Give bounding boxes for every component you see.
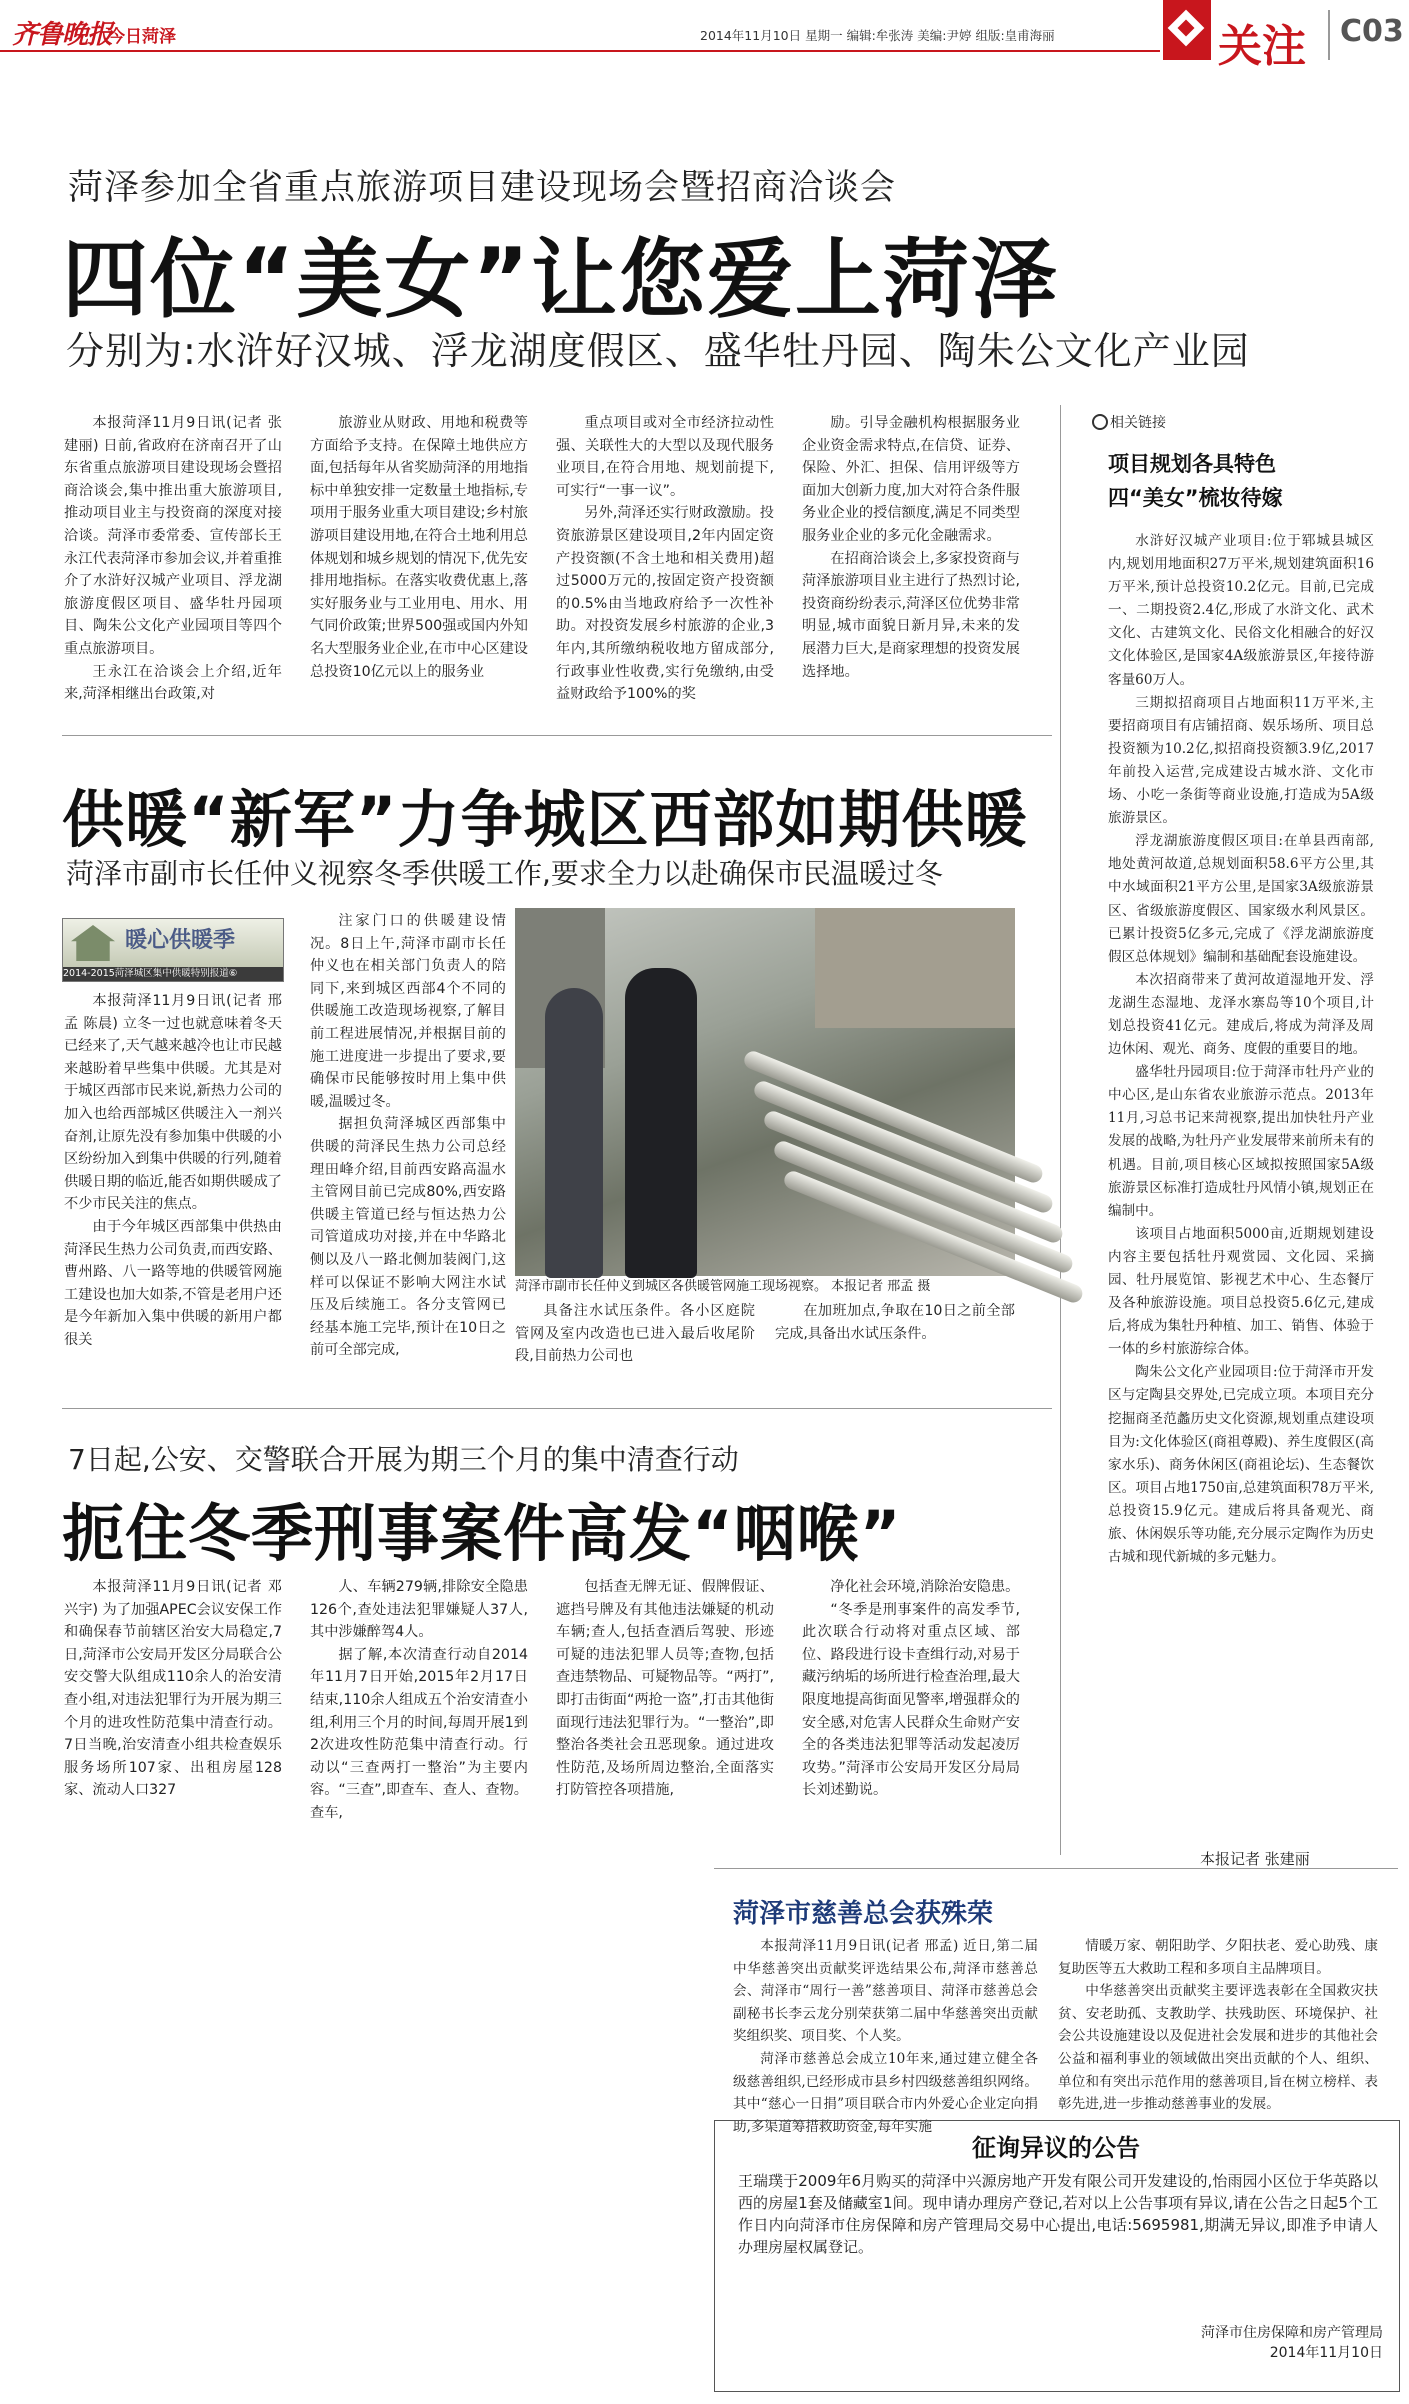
story3-column-4	[802, 1576, 1020, 1806]
paragraph: 该项目占地面积5000亩,近期规划建设内容主要包括牡丹观赏园、文化园、采摘园、牡丹展览馆、影视艺术中心、生态餐厅及各种旅游设施。项目总投资5.6亿元,建成后,将成为集牡丹种植、加工、销售、体验于一体的乡村旅游综合体。	[1108, 1225, 1374, 1358]
story1-column-3	[556, 412, 774, 712]
sidebar-title-1: 项目规划各具特色	[1108, 452, 1276, 476]
photo-caption: 菏泽市副市长任仲义到城区各供暖管网施工现场视察。 本报记者 邢孟 摄	[515, 1279, 931, 1294]
issue-meta: 2014年11月10日 星期一 编辑:牟张涛 美编:尹婷 组版:皇甫海丽	[700, 28, 1055, 43]
paragraph: 旅游业从财政、用地和税费等方面给予支持。在保障土地供应方面,包括每年从省奖励菏泽的用地指标中单独安排一定数量土地指标,专项用于服务业重大项目建设;乡村旅游项目建设用地,在符合土地利用总体规划和城乡规划的情况下,优先安排用地指标。在落实收费优惠上,落实好服务业与工业用电、用水、用气同价政策;世界500强或国内外知名大型服务业企业,在市中心区建设总投资10亿元以上的服务业	[310, 415, 528, 680]
story1-column-1	[64, 412, 282, 712]
notice-body: 王瑞璞于2009年6月购买的菏泽中兴源房地产开发有限公司开发建设的,怡雨园小区位于华英路以西的房屋1套及储藏室1间。现申请办理房产登记,若对以上公告事项有异议,请在公告之日起5个工作日内向菏泽市住房保障和房产管理局交易中心提出,电话:5695981,期满无异议,即准予申请人办理房屋权属登记。	[738, 2172, 1378, 2256]
photo-person	[625, 968, 697, 1278]
paragraph: 情暖万家、朝阳助学、夕阳扶老、爱心助残、康复助医等五大救助工程和多项自主品牌项目。	[1058, 1938, 1378, 1977]
paragraph: 王永江在洽谈会上介绍,近年来,菏泽相继出台政策,对	[64, 663, 282, 703]
sidebar-title-2: 四“美女”梳妆待嫁	[1108, 486, 1283, 510]
photo-building	[815, 908, 1015, 1028]
paragraph: 人、车辆279辆,排除安全隐患126个,查处违法犯罪嫌疑人37人,其中涉嫌醉驾4人。	[310, 1579, 528, 1641]
paragraph: 本报菏泽11月9日讯(记者 邢孟) 近日,第二届中华慈善突出贡献奖评选结果公布,菏泽市慈善总会、菏泽市“周行一善”慈善项目、菏泽市慈善总会副秘书长李云龙分别荣获第二届中华慈善突出贡献奖组织奖、项目奖、个人奖。	[733, 1938, 1038, 2045]
paragraph: 本报菏泽11月9日讯(记者 邓兴宇) 为了加强APEC会议安保工作和确保春节前辖区治安大局稳定,7日,菏泽市公安局开发区分局联合公安交警大队组成110余人的治安清查小组,对违法犯罪行为开展为期三个月的进攻性防范集中清查行动。7日当晚,治安清查小组共检查娱乐服务场所107家、出租房屋128家、流动人口327	[64, 1579, 282, 1799]
story2-column-1	[64, 990, 282, 1380]
paragraph: 据担负菏泽城区西部集中供暖的菏泽民生热力公司总经理田峰介绍,目前西安路高温水主管网目前已完成80%,西安路供暖主管道已经与恒达热力公司管道成功对接,并在中华路北侧以及八一路北侧加装阀门,这样可以保证不影响大网注水试压及后续施工。各分支管网已经基本施工完毕,预计在10日之前可全部完成,	[310, 1116, 506, 1359]
paragraph: 具备注水试压条件。各小区庭院管网及室内改造也已进入最后收尾阶段,目前热力公司也	[515, 1303, 755, 1365]
story4-column-2	[1058, 1935, 1378, 2113]
paragraph: 净化社会环境,消除治安隐患。	[830, 1579, 1020, 1595]
paragraph: “冬季是刑事案件的高发季节,此次联合行动将对重点区域、部位、路段进行设卡查缉行动,对易于藏污纳垢的场所进行检查治理,最大限度地提高街面见警率,增强群众的安全感,对危害人民群众生命财产安全的各类违法犯罪等活动发起凌厉攻势。”菏泽市公安局开发区分局局长刘述勤说。	[802, 1601, 1020, 1799]
paragraph: 另外,菏泽还实行财政激励。投资旅游景区建设项目,2年内固定资产投资额(不含土地和相关费用)超过5000万元的,按固定资产投资额的0.5%由当地政府给予一次性补助。对投资发展乡村旅游的企业,3年内,其所缴纳税收地方留成部分,行政事业性收费,实行免缴纳,由受益财政给予100%的奖	[556, 505, 774, 703]
story1-kicker: 菏泽参加全省重点旅游项目建设现场会暨招商洽谈会	[68, 168, 897, 208]
paragraph: 本报菏泽11月9日讯(记者 张建丽) 日前,省政府在济南召开了山东省重点旅游项目建设现场会暨招商洽谈会,集中推出重大旅游项目,推动项目业主与投资商的深度对接洽谈。菏泽市委常委、宣传部长王永江代表菏泽市参加会议,并着重推介了水浒好汉城产业项目、浮龙湖旅游度假区项目、盛华牡丹园项目、陶朱公文化产业园项目等四个重点旅游项目。	[64, 415, 282, 657]
story-divider-1	[62, 735, 1052, 736]
section-title: 关注	[1218, 21, 1306, 72]
story4-headline: 菏泽市慈善总会获殊荣	[733, 1899, 994, 1929]
story-divider-2	[62, 1408, 1052, 1409]
paragraph: 本报菏泽11月9日讯(记者 邢孟 陈晨) 立冬一过也就意味着冬天已经来了,天气越来越冷也让市民越来越盼着早些集中供暖。尤其是对于城区西部市民来说,新热力公司的加入也给西部城区供暖注入一剂兴奋剂,让原先没有参加集中供暖的小区纷纷加入到集中供暖的行列,随着供暖日期的临近,能否如期供暖成了不少市民关注的焦点。	[64, 993, 282, 1213]
paragraph: 包括查无牌无证、假牌假证、遮挡号牌及有其他违法嫌疑的机动车辆;查人,包括查酒后驾驶、形迹可疑的违法犯罪人员等;查物,包括查违禁物品、可疑物品等。“两打”,即打击街面“两抢一盗”,打击其他街面现行违法犯罪行为。“一整治”,即整治各类社会丑恶现象。通过进攻性防范,及场所周边整治,全面落实打防管控各项措施,	[556, 1579, 774, 1799]
story1-headline: 四位“美女”让您爱上菏泽	[62, 230, 1060, 330]
story3-column-3	[556, 1576, 774, 1806]
paragraph: 陶朱公文化产业园项目:位于菏泽市开发区与定陶县交界处,已完成立项。本项目充分挖掘商圣范蠡历史文化资源,规划重点建设项目为:文化体验区(商祖尊殿)、养生度假区(高家水乐)、商务休闲区(商祖论坛)、生态餐饮区。项目占地1750亩,总建筑面积78万平米,总投资15.9亿元。建成后将具备观光、商旅、休闲娱乐等功能,充分展示定陶作为历史古城和现代新城的多元魅力。	[1108, 1364, 1374, 1566]
story2-column-4	[775, 1300, 1015, 1385]
notice-date: 2014年11月10日	[1269, 2345, 1383, 2361]
edition-label: 今日菏泽	[108, 27, 176, 47]
story3-column-2	[310, 1576, 528, 1821]
sidebar-byline: 本报记者 张建丽	[1200, 1850, 1310, 1868]
paragraph: 中华慈善突出贡献奖主要评选表彰在全国救灾扶贫、安老助孤、支教助学、扶残助医、环境保护、社会公共设施建设以及促进社会发展和进步的其他社会公益和福利事业的领域做出突出贡献的个人、组织、单位和有突出示范作用的慈善项目,旨在树立榜样、表彰先进,进一步推动慈善事业的发展。	[1058, 1983, 1378, 2113]
story3-headline: 扼住冬季刑事案件高发“咽喉”	[62, 1497, 902, 1570]
story4-column-1	[733, 1935, 1038, 2135]
paragraph: 浮龙湖旅游度假区项目:在单县西南部,地处黄河故道,总规划面积58.6平方公里,其中水域面积21平方公里,是国家3A级旅游景区、省级旅游度假区、国家级水利风景区。已累计投资5亿多元,完成了《浮龙湖旅游度假区总体规划》编制和基础配套设施建设。	[1108, 833, 1374, 965]
paragraph: 水浒好汉城产业项目:位于郓城县城区内,规划用地面积27万平米,规划建筑面积16万平米,预计总投资10.2亿元。目前,已完成一、二期投资2.4亿,形成了水浒文化、武术文化、古建筑文化、民俗文化相融合的好汉文化体验区,是国家4A级旅游景区,年接待游客量60万人。	[1108, 533, 1374, 688]
page-number: C03	[1340, 14, 1404, 49]
inspection-photo	[515, 908, 1015, 1276]
story2-column-2	[310, 910, 506, 1380]
photo-person	[545, 988, 603, 1278]
paragraph: 由于今年城区西部集中供热由菏泽民生热力公司负责,而西安路、曹州路、八一路等地的供暖管网施工建设也加大如荼,不管是老用户还是今年新加入集中供暖的新用户都很关	[64, 1218, 282, 1348]
story-divider-3	[714, 1868, 1398, 1869]
story1-column-2	[310, 412, 528, 712]
story1-subhead: 分别为:水浒好汉城、浮龙湖度假区、盛华牡丹园、陶朱公文化产业园	[66, 329, 1250, 373]
paragraph: 在招商洽谈会上,多家投资商与菏泽旅游项目业主进行了热烈讨论,投资商纷纷表示,菏泽区位优势非常明显,城市面貌日新月异,未来的发展潜力巨大,是商家理想的投资发展选择地。	[802, 550, 1020, 680]
masthead-rule	[0, 50, 1160, 52]
series-logo-title: 暖心供暖季	[125, 928, 236, 953]
story3-column-1	[64, 1576, 282, 1806]
sidebar-divider	[1060, 405, 1061, 1855]
paragraph: 在加班加点,争取在10日之前全部完成,具备出水试压条件。	[775, 1303, 1015, 1342]
story2-subhead: 菏泽市副市长任仲义视察冬季供暖工作,要求全力以赴确保市民温暖过冬	[66, 857, 943, 890]
paragraph: 三期拟招商项目占地面积11万平米,主要招商项目有店铺招商、娱乐场所、项目总投资额为10.2亿,拟招商投资额3.9亿,2017年前投入运营,完成建设古城水浒、文化市场、小吃一条街等商业设施,打造成为5A级旅游景区。	[1108, 694, 1374, 827]
paragraph: 注家门口的供暖建设情况。8日上午,菏泽市副市长任仲义也在相关部门负责人的陪同下,来到城区西部4个不同的供暖施工改造现场视察,了解目前工程进展情况,并根据目前的施工进度进一步提出了要求,要确保市民能够按时用上集中供暖,温暖过冬。	[310, 913, 506, 1110]
story2-headline: 供暖“新军”力争城区西部如期供暖	[62, 783, 1028, 856]
series-logo-caption: 2014-2015菏泽城区集中供暖特别报道⑥	[63, 967, 283, 981]
sidebar-body	[1108, 530, 1374, 1842]
paragraph: 据了解,本次清查行动自2014年11月7日开始,2015年2月17日结束,110余人组成五个治安清查小组,利用三个月的时间,每周开展1到2次进攻性防范集中清查行动。行动以“三查两打一整治”为主要内容。“三查”,即查车、查人、查物。查车,	[310, 1646, 528, 1821]
story2-column-3	[515, 1300, 755, 1385]
story1-column-4	[802, 412, 1020, 712]
story3-kicker: 7日起,公安、交警联合开展为期三个月的集中清查行动	[68, 1443, 739, 1476]
heating-series-logo	[62, 918, 284, 982]
house-icon	[71, 925, 115, 961]
paragraph: 励。引导金融机构根据服务业企业资金需求特点,在信贷、证券、保险、外汇、担保、信用评级等方面加大创新力度,加大对符合条件服务业企业的授信额度,满足不同类型服务业企业的多元化金融需求。	[802, 415, 1020, 544]
notice-title: 征询异议的公告	[972, 2134, 1140, 2162]
related-links-label: 相关链接	[1110, 415, 1166, 431]
notice-issuer: 菏泽市住房保障和房产管理局	[1201, 2325, 1383, 2341]
paragraph: 重点项目或对全市经济拉动性强、关联性大的大型以及现代服务业项目,在符合用地、规划前提下,可实行“一事一议”。	[556, 415, 774, 499]
paragraph: 盛华牡丹园项目:位于菏泽市牡丹产业的中心区,是山东省农业旅游示范点。2013年11月,习总书记来菏视察,提出加快牡丹产业发展的战略,为牡丹产业发展带来前所未有的机遇。目前,项目核心区域拟按照国家5A级旅游景区标准打造成牡丹风情小镇,规划正在编制中。	[1108, 1064, 1374, 1219]
paragraph: 本次招商带来了黄河故道湿地开发、浮龙湖生态湿地、龙泽水寨岛等10个项目,计划总投资41亿元。建成后,将成为菏泽及周边休闲、观光、商务、度假的重要目的地。	[1108, 971, 1374, 1058]
link-circle-icon	[1092, 414, 1108, 430]
paragraph: 菏泽市慈善总会成立10年来,通过建立健全各级慈善组织,已经形成市县乡村四级慈善组织网络。其中“慈心一日捐”项目联合市内外爱心企业定向捐助,多渠道筹措救助资金,每年实施	[733, 2050, 1038, 2135]
newspaper-logo: 齐鲁晚报	[12, 20, 113, 50]
page-divider	[1328, 10, 1330, 60]
